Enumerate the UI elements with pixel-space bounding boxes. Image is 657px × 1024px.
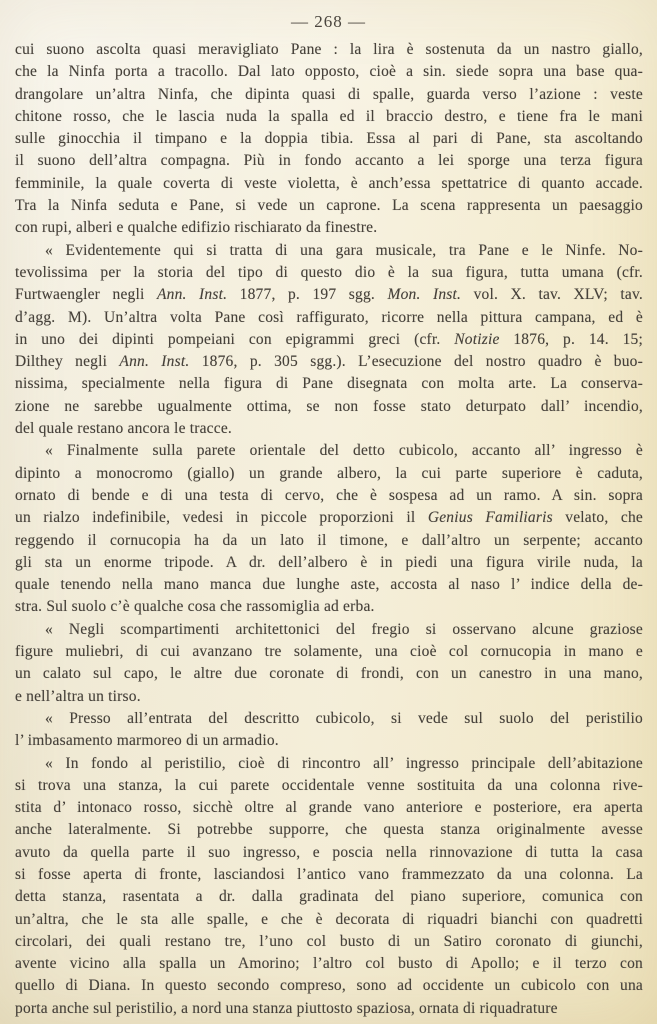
text-line: d’agg. M). Un’altra volta Pane così raffigurato, ricorre nella pittura campana, ed è: [15, 308, 643, 326]
text-line: gli sta un enorme tripode. A dr. dell’albero è in piedi una figura virile nuda, la: [15, 553, 643, 571]
text-line: circolari, dei quali restano tre, l’uno col busto di un Satiro coronato di giunchi,: [15, 932, 643, 950]
text-line: con rupi, alberi e qualche edifizio rischiarato da finestre.: [15, 219, 378, 237]
paragraph: [15, 39, 643, 240]
text-line: stra. Sul suolo c’è qualche cosa che rassomiglia ad erba.: [15, 598, 375, 616]
paragraph: [15, 708, 643, 753]
text-line: avuto da quella parte il suo ingresso, e poscia nella rinnovazione di tutta la casa: [15, 843, 643, 861]
text-line: ornato di bende e di una testa di cervo, che è sospesa ad un ramo. A sin. sopra: [15, 486, 643, 504]
paragraph: [15, 619, 643, 708]
text-line: e nell’altra un tirso.: [15, 687, 141, 705]
text-line: un’altra, che le sta alle spalle, e che è decorata di riquadri bianchi con quadretti: [15, 910, 643, 928]
text-line: anche lateralmente. Si potrebbe supporre, che questa stanza originalmente avesse: [15, 821, 643, 839]
text-line: « In fondo al peristilio, cioè di rincontro all’ ingresso principale dell’abitazione: [45, 754, 643, 772]
text-line: che la Ninfa porta a tracollo. Dal lato opposto, cioè a sin. siede sopra una base qua-: [15, 63, 643, 81]
page-number: — 268 —: [291, 12, 366, 31]
text-line: reggendo il cornucopia ha da un lato il timone, e dall’altro un serpente; accanto: [15, 531, 643, 549]
text-line: detta stanza, rasentata a dr. dalla gradinata del piano superiore, comunica con: [15, 888, 643, 906]
text-line: Tra la Ninfa seduta e Pane, si vede un caprone. La scena rappresenta un paesaggio: [15, 197, 643, 215]
paragraph: [15, 753, 643, 1021]
text-line: « Presso all’entrata del descritto cubicolo, si vede sul suolo del peristilio: [45, 709, 643, 727]
text-line: stita d’ intonaco rosso, sicchè oltre al grande vano anteriore e posteriore, era aperta: [15, 799, 643, 817]
text-line: dipinto a monocromo (giallo) un grande albero, la cui parte superiore è caduta,: [15, 464, 643, 482]
text-line: zione ne sarebbe ugualmente ottima, se non fosse stato deturpato dall’ incendio,: [15, 397, 643, 415]
text-line: l’ imbasamento marmoreo di un armadio.: [15, 732, 279, 750]
text-line: sulle ginocchia il timpano e la doppia tibia. Essa al pari di Pane, sta ascoltando: [15, 130, 643, 148]
text-line: del quale restano ancora le tracce.: [15, 420, 232, 438]
text-line: si trova una stanza, la cui parete occidentale venne sostituita da una colonna rive-: [15, 776, 643, 794]
text-line: « Evidentemente qui si tratta di una gara musicale, tra Pane e le Ninfe. No-: [45, 241, 643, 259]
text-line: avente vicino alla spalla un Amorino; l’altro col busto di Apollo; e il terzo con: [15, 955, 643, 973]
text-line: il suono dell’altra compagna. Più in fondo accanto a lei sporge una terza figura: [15, 152, 643, 170]
text-line: « Finalmente sulla parete orientale del detto cubicolo, accanto all’ ingresso è: [45, 442, 643, 460]
text-line: Dilthey negli Ann. Inst. 1876, p. 305 sgg.). L’esecuzione del nostro quadro è buo-: [15, 353, 643, 371]
text-line: un rialzo indefinibile, vedesi in piccole proporzioni il Genius Familiaris velato, che: [15, 509, 643, 527]
text-line: in uno dei dipinti pompeiani con epigrammi greci (cfr. Notizie 1876, p. 14. 15;: [15, 330, 643, 348]
text-line: figure muliebri, di cui avanzano tre solamente, una cioè col cornucopia in mano e: [15, 643, 643, 661]
paragraph: [15, 440, 643, 618]
text-line: chitone rosso, che le lascia nuda la spalla ed il braccio destro, e tiene fra le mani: [15, 107, 643, 125]
text-line: cui suono ascolta quasi meravigliato Pane : la lira è sostenuta da un nastro giallo,: [15, 41, 643, 58]
text-line: si fosse aperta di fronte, lasciandosi l’antico vano frammezzato da una colonna. La: [15, 865, 643, 883]
text-block: [15, 39, 643, 1020]
text-line: quale tenendo nella mano manca due lunghe aste, accosta al naso l’ indice della de-: [15, 576, 643, 594]
paragraph: [15, 240, 643, 441]
text-line: nissima, specialmente nella figura di Pane disegnata con molta arte. La conserva-: [15, 375, 643, 393]
text-line: Furtwaengler negli Ann. Inst. 1877, p. 197 sgg. Mon. Inst. vol. X. tav. XLV; tav.: [15, 286, 643, 304]
text-line: drangolare un’altra Ninfa, che dipinta quasi di spalle, guarda verso l’azione : veste: [15, 85, 643, 103]
text-line: un calato sul capo, le altre due coronate di frondi, con un canestro in una mano,: [15, 665, 643, 683]
text-line: femminile, la quale coverta di veste violetta, è anch’essa spettatrice di quanto accade.: [15, 174, 643, 192]
text-line: « Negli scompartimenti architettonici del fregio si osservano alcune graziose: [45, 620, 643, 638]
text-line: porta anche sul peristilio, a nord una stanza piuttosto spaziosa, ornata di riquadrature: [15, 999, 558, 1017]
text-line: quello di Diana. In questo secondo compreso, sono ad occidente un cubicolo con una: [15, 977, 643, 995]
text-line: tevolissima per la storia del tipo di questo dio è la sua figura, tutta umana (cfr.: [15, 263, 643, 281]
